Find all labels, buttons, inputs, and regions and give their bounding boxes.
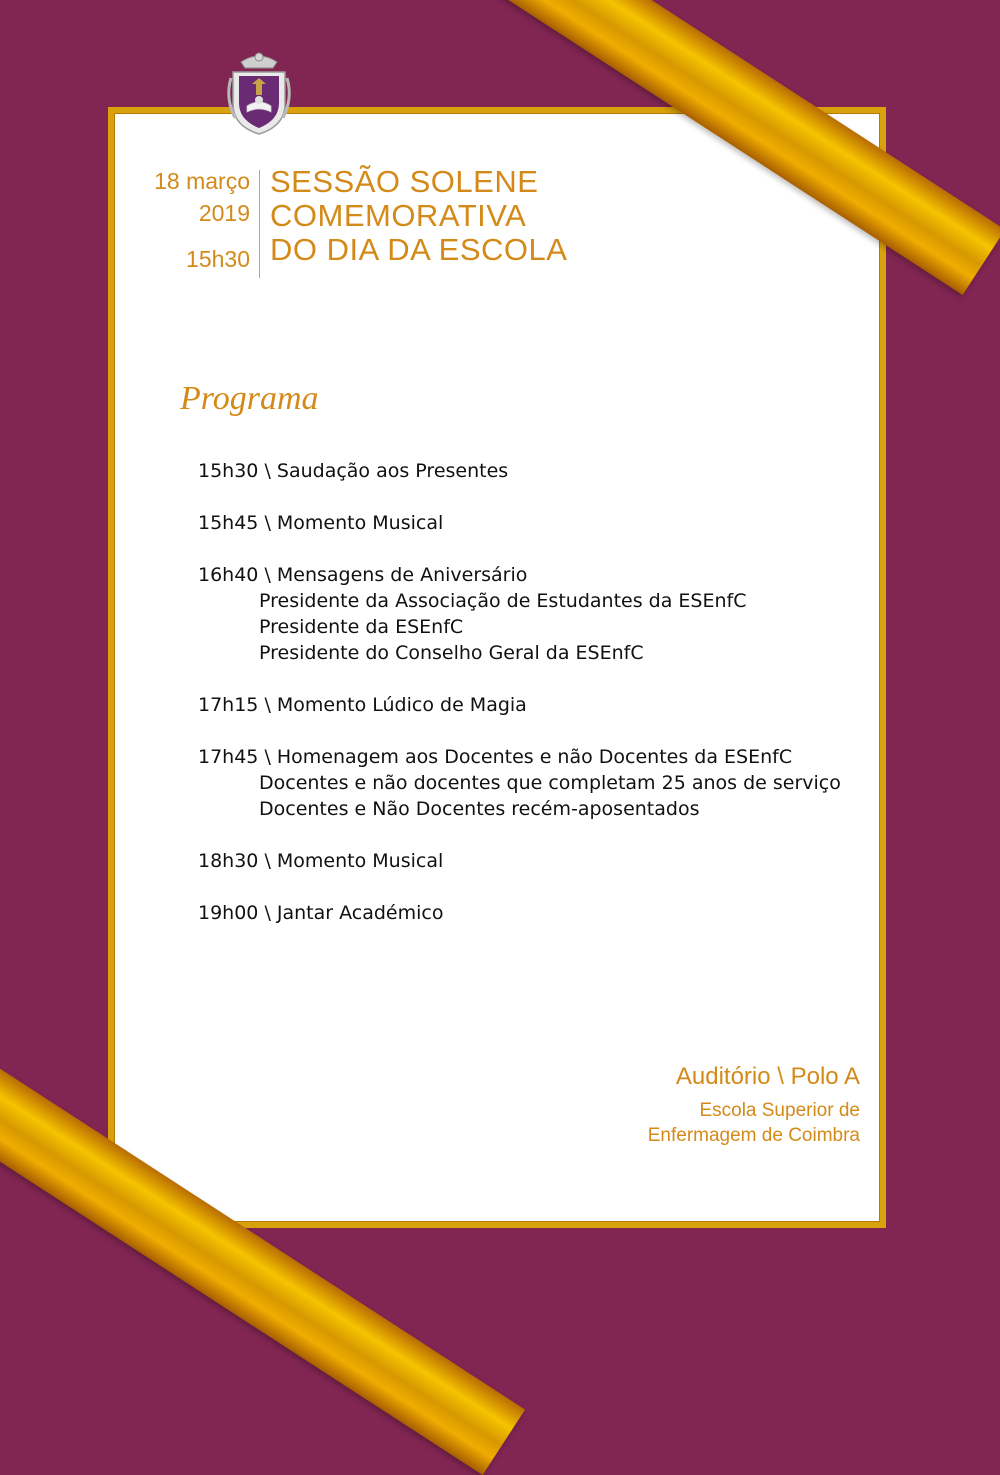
venue-institution-line2: Enfermagem de Coimbra	[647, 1125, 860, 1146]
program-item-heading	[198, 562, 841, 588]
program-item-time: 17h45	[198, 746, 259, 768]
program-item	[198, 510, 841, 536]
event-date-line2: 2019	[198, 200, 250, 226]
program-item-separator: \	[258, 850, 277, 872]
event-title-line: COMEMORATIVA	[270, 198, 527, 233]
program-item-separator: \	[258, 746, 277, 768]
program-item-title: Mensagens de Aniversário	[276, 564, 528, 586]
program-item-speaker: Docentes e Não Docentes recém-aposentados	[259, 798, 700, 820]
venue-place: Auditório \ Polo A	[675, 1063, 860, 1090]
program-item-separator: \	[258, 512, 277, 534]
program-item-heading	[198, 744, 841, 770]
program-item-title: Momento Musical	[276, 512, 444, 534]
date-time-block	[154, 165, 250, 275]
program-item-title: Homenagem aos Docentes e não Docentes da ESEnfC	[276, 746, 793, 768]
program-item	[198, 458, 841, 484]
program-item-time: 18h30	[198, 850, 259, 872]
program-item	[198, 692, 841, 718]
program-item-heading	[198, 510, 841, 536]
program-item-title: Momento Musical	[276, 850, 444, 872]
program-item	[198, 848, 841, 874]
program-item-time: 17h15	[198, 694, 259, 716]
program-item	[198, 562, 841, 666]
program-item	[198, 900, 841, 926]
program-item-title: Jantar Académico	[276, 902, 444, 924]
program-item-separator: \	[258, 902, 277, 924]
program-item-heading	[198, 692, 841, 718]
program-item-separator: \	[258, 564, 277, 586]
school-crest-icon	[223, 48, 295, 138]
event-title-line: SESSÃO SOLENE	[270, 164, 539, 199]
program-item-speaker: Docentes e não docentes que completam 25 anos de serviço	[259, 772, 841, 794]
program-item-time: 15h30	[198, 460, 259, 482]
programa-heading: Programa	[180, 380, 319, 417]
program-item-time: 15h45	[198, 512, 259, 534]
program-item-heading	[198, 900, 841, 926]
program-list	[198, 458, 841, 952]
program-item-separator: \	[258, 460, 277, 482]
event-time: 15h30	[186, 246, 250, 272]
program-item-title: Momento Lúdico de Magia	[276, 694, 527, 716]
event-title	[270, 165, 567, 267]
program-item-speaker: Presidente da ESEnfC	[259, 616, 464, 638]
program-item-speaker: Presidente do Conselho Geral da ESEnfC	[259, 642, 644, 664]
program-item-speaker: Presidente da Associação de Estudantes da ESEnfC	[259, 590, 747, 612]
venue-institution-line1: Escola Superior de	[699, 1100, 860, 1121]
event-date-line1: 18 março	[154, 168, 250, 194]
venue-block	[648, 1060, 860, 1148]
program-item	[198, 744, 841, 822]
program-item-separator: \	[258, 694, 277, 716]
header-divider	[259, 170, 260, 278]
program-item-heading	[198, 848, 841, 874]
program-item-heading	[198, 458, 841, 484]
program-item-time: 19h00	[198, 902, 259, 924]
program-item-title: Saudação aos Presentes	[276, 460, 509, 482]
event-title-line: DO DIA DA ESCOLA	[270, 232, 568, 267]
program-item-time: 16h40	[198, 564, 259, 586]
